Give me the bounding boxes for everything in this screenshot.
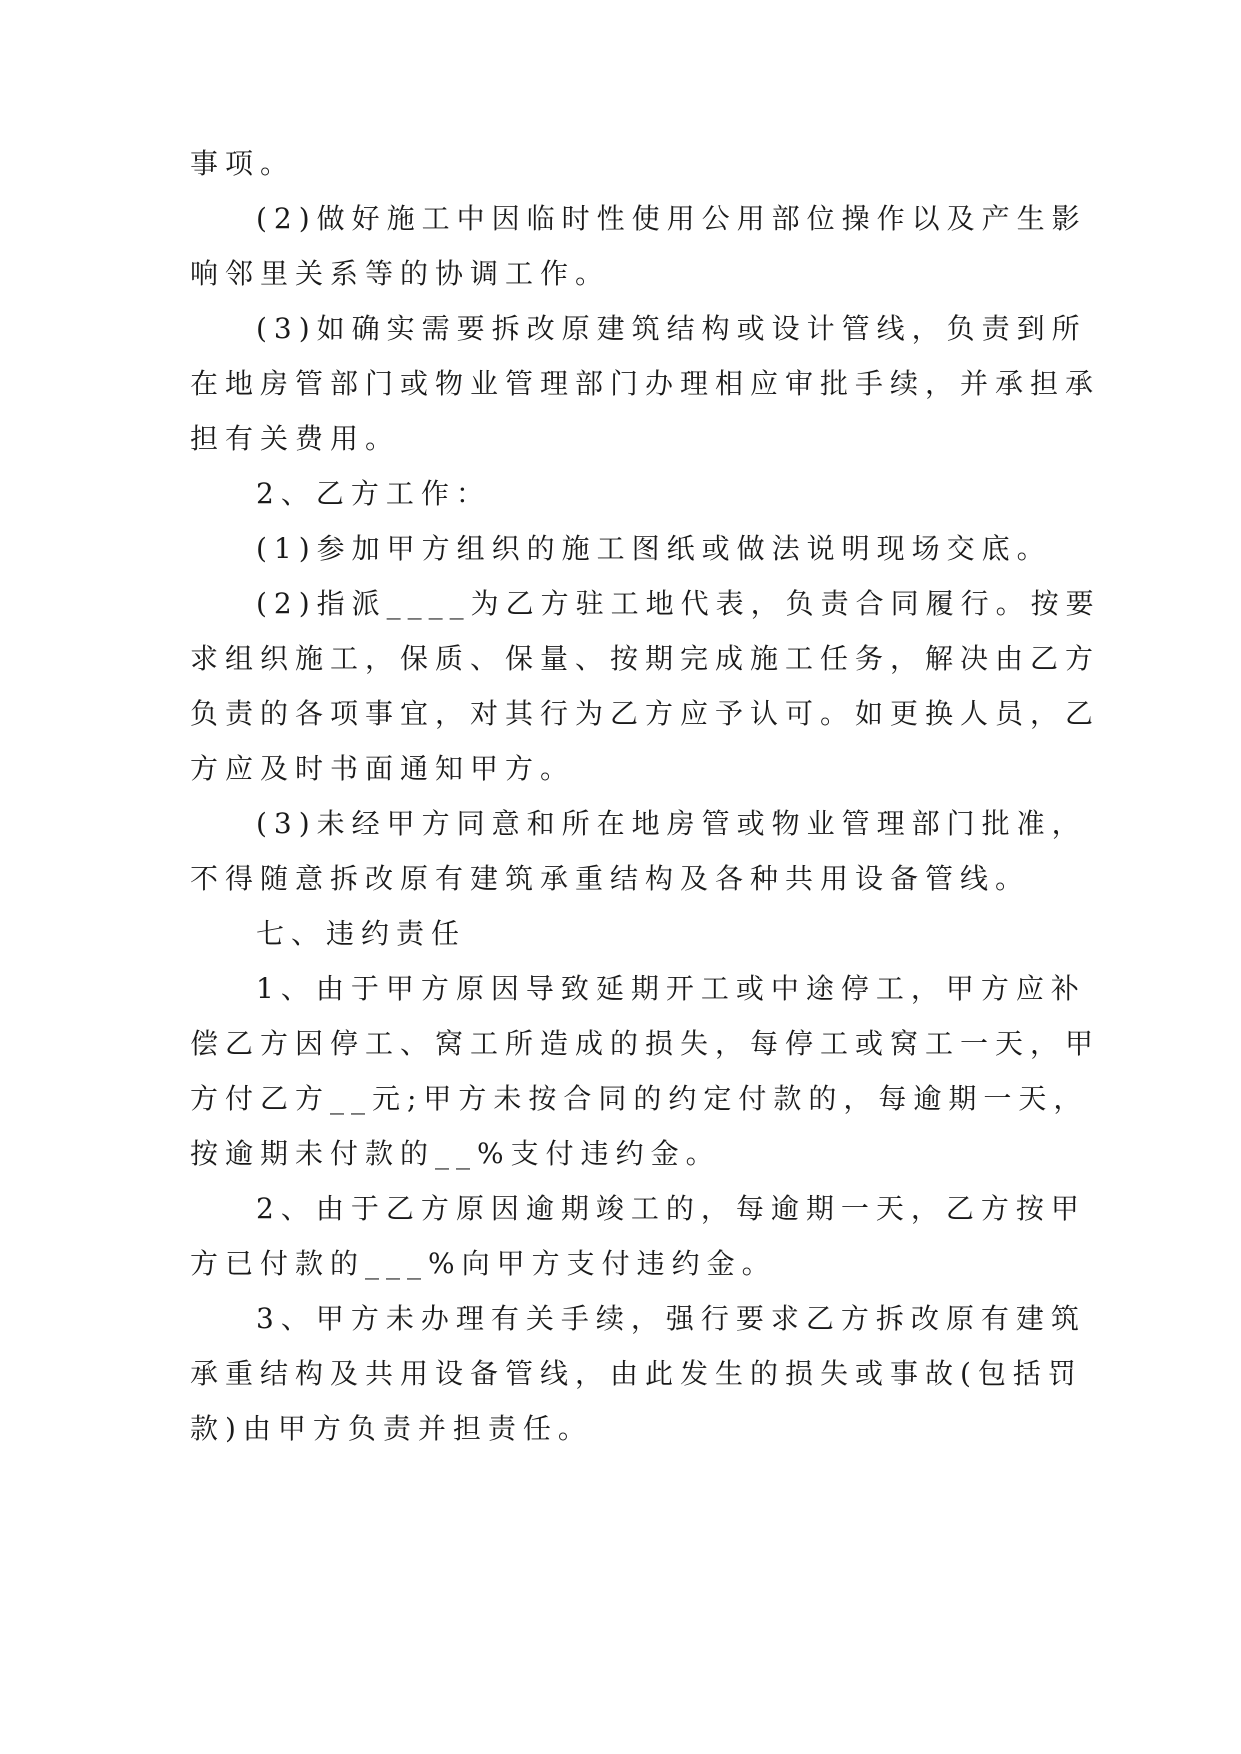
text-line: 按逾期未付款的__%支付违约金。 xyxy=(190,1137,721,1170)
text-line: 方付乙方__元;甲方未按合同的约定付款的，每逾期一天， xyxy=(190,1082,1089,1115)
section-heading: 七、违约责任 xyxy=(256,917,467,950)
text-line: 方应及时书面通知甲方。 xyxy=(190,752,576,785)
text-line: 事项。 xyxy=(190,147,296,180)
text-line: 偿乙方因停工、窝工所造成的损失，每停工或窝工一天，甲 xyxy=(190,1027,1101,1060)
text-line: 款)由甲方负责并担责任。 xyxy=(190,1412,593,1445)
text-line: (2)指派____为乙方驻工地代表，负责合同履行。按要 xyxy=(256,587,1101,620)
text-line: 承重结构及共用设备管线，由此发生的损失或事故(包括罚 xyxy=(190,1357,1083,1390)
text-line: 1、由于甲方原因导致延期开工或中途停工，甲方应补 xyxy=(256,972,1086,1005)
text-line: (1)参加甲方组织的施工图纸或做法说明现场交底。 xyxy=(256,532,1052,565)
section-heading: 2、乙方工作： xyxy=(256,477,491,510)
text-line: 求组织施工，保质、保量、按期完成施工任务，解决由乙方 xyxy=(190,642,1101,675)
text-line: 担有关费用。 xyxy=(190,422,401,455)
text-line: 不得随意拆改原有建筑承重结构及各种共用设备管线。 xyxy=(190,862,1031,895)
text-line: (3)未经甲方同意和所在地房管或物业管理部门批准， xyxy=(256,807,1087,840)
text-line: (2)做好施工中因临时性使用公用部位操作以及产生影 xyxy=(256,202,1087,235)
text-line: 3、甲方未办理有关手续，强行要求乙方拆改原有建筑 xyxy=(256,1302,1086,1335)
text-line: 响邻里关系等的协调工作。 xyxy=(190,257,611,290)
text-line: 在地房管部门或物业管理部门办理相应审批手续，并承担承 xyxy=(190,367,1101,400)
text-line: 2、由于乙方原因逾期竣工的，每逾期一天，乙方按甲 xyxy=(256,1192,1086,1225)
text-line: 负责的各项事宜，对其行为乙方应予认可。如更换人员，乙 xyxy=(190,697,1101,730)
text-line: (3)如确实需要拆改原建筑结构或设计管线，负责到所 xyxy=(256,312,1087,345)
text-line: 方已付款的___%向甲方支付违约金。 xyxy=(190,1247,777,1280)
